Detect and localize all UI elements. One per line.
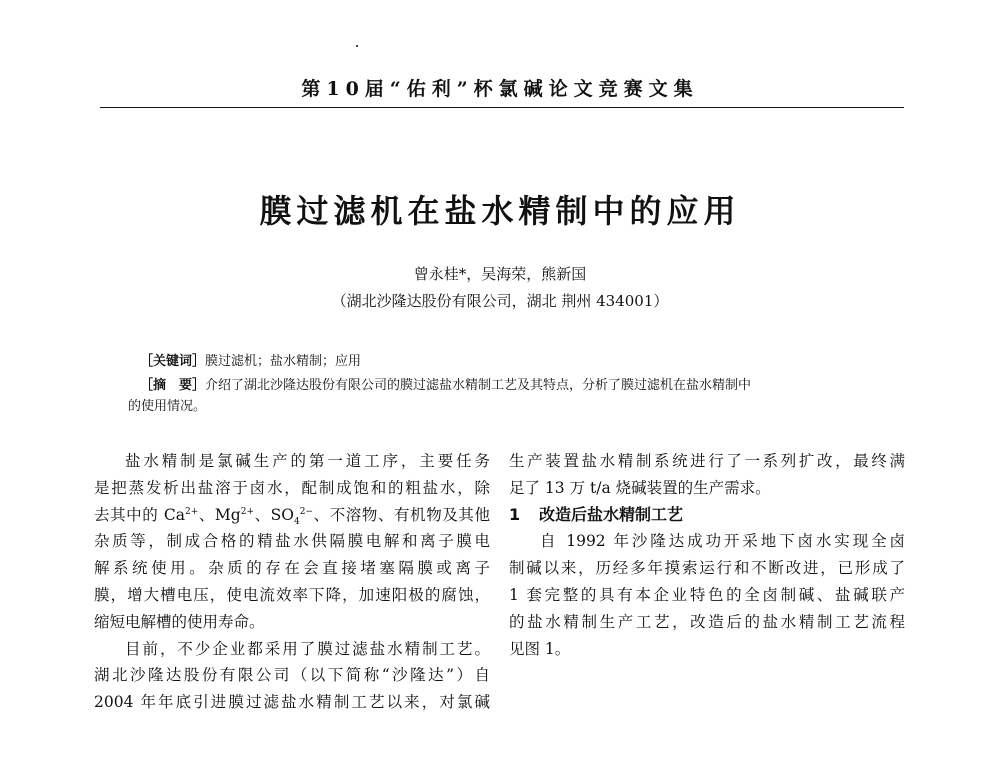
article-title: 膜过滤机在盐水精制中的应用 [259, 192, 741, 230]
body-line: 盐水精制是氯碱生产的第一道工序，主要任务 [125, 452, 490, 470]
ion-subscript: 4 [294, 516, 300, 527]
body-line: 生产装置盐水精制系统进行了一系列扩改，最终满 [509, 452, 905, 470]
body-line: 1 套完整的具有本企业特色的全卤制碱、盐碱联产 [509, 585, 905, 604]
scan-speck [356, 45, 358, 47]
ion-text: 去其中的 Ca [94, 505, 185, 524]
body-line: 湖北沙隆达股份有限公司（以下简称“沙隆达”）自 [94, 666, 490, 685]
abstract-text-2: 的使用情况。 [128, 399, 207, 414]
body-line: 膜，增大槽电压，使电流效率下降，加速阳极的腐蚀， [94, 585, 490, 604]
body-line: 制碱以来，历经多年摸索运行和不断改进，已形成了 [509, 559, 905, 578]
ion-charge: 2− [299, 506, 314, 517]
section-heading [509, 502, 905, 529]
abstract-text-1: 介绍了湖北沙隆达股份有限公司的膜过滤盐水精制工艺及其特点，分析了膜过滤机在盐水精制中 [205, 378, 752, 393]
body-column-right [509, 448, 905, 662]
ion-text: 、SO [254, 505, 295, 524]
body-line: 见图 1。 [509, 639, 571, 658]
body-line: 缩短电解槽的使用寿命。 [94, 612, 265, 631]
header-rule [100, 107, 904, 108]
author-affiliation: （湖北沙隆达股份有限公司，湖北 荆州 434001） [331, 292, 669, 310]
section-number: 1 [509, 504, 521, 524]
body-line: 2004 年年底引进膜过滤盐水精制工艺以来，对氯碱 [94, 693, 490, 712]
body-column-left [94, 448, 490, 716]
body-line: 解系统使用。杂质的存在会直接堵塞隔膜或离子 [94, 559, 490, 578]
body-line: 的盐水精制生产工艺，改造后的盐水精制工艺流程 [509, 612, 905, 631]
running-header: 第10届“佑利”杯氯碱论文竞赛文集 [301, 78, 699, 100]
section-title: 改造后盐水精制工艺 [539, 504, 684, 524]
author-list: 曾永桂*，吴海荣，熊新国 [413, 265, 587, 283]
ion-charge: 2+ [184, 506, 199, 517]
keywords-text: 膜过滤机；盐水精制；应用 [205, 354, 362, 369]
body-line: 足了 13 万 t/a 烧碱装置的生产需求。 [509, 478, 771, 497]
ion-text: 、Mg [198, 505, 241, 524]
keywords-label: ［关键词］ [140, 354, 206, 369]
ion-charge: 2+ [240, 506, 254, 517]
body-line: 是把蒸发析出盐溶于卤水，配制成饱和的粗盐水，除 [94, 478, 490, 497]
abstract-line [140, 375, 751, 397]
abstract-label: ［摘 要］ [140, 378, 206, 393]
body-line: 杂质等，制成合格的精盐水供隔膜电解和离子膜电 [94, 532, 490, 551]
body-line: 自 1992 年沙隆达成功开采地下卤水实现全卤 [540, 532, 905, 551]
body-line-ions [94, 502, 490, 529]
body-line: 目前，不少企业都采用了膜过滤盐水精制工艺。 [125, 639, 490, 658]
ion-text: 、不溶物、有机物及其他 [313, 505, 490, 524]
keywords-line [140, 351, 361, 373]
